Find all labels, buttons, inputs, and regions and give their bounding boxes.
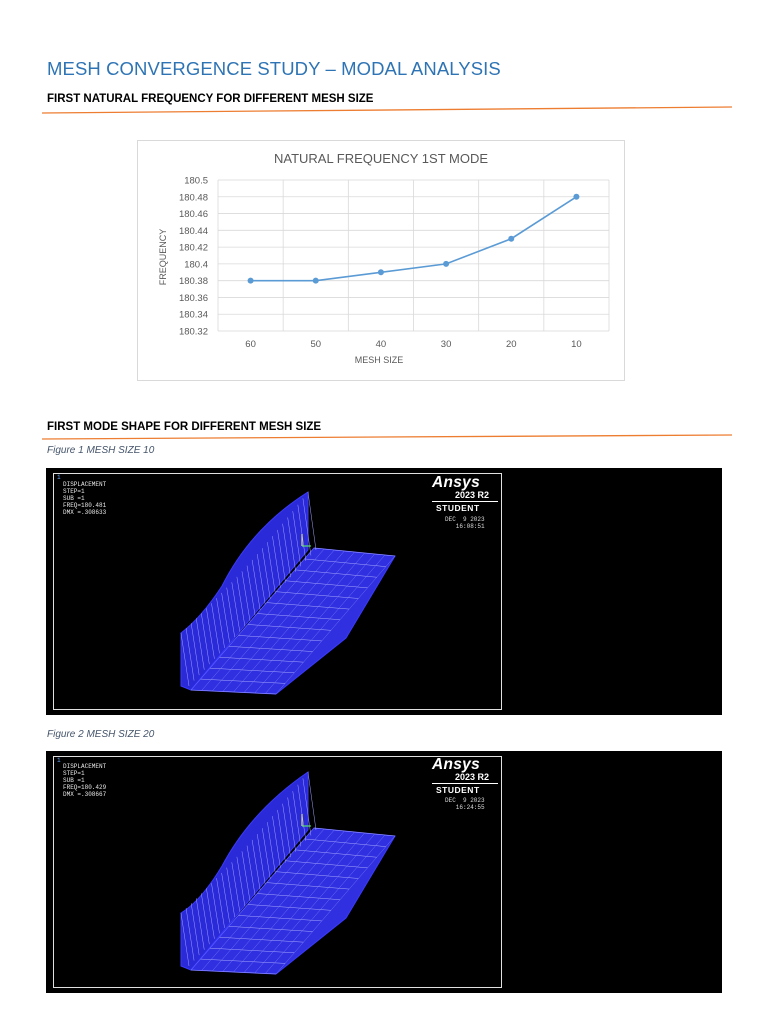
ansys-edition: STUDENT xyxy=(436,785,480,795)
data-point xyxy=(573,194,579,200)
section-heading-frequency: FIRST NATURAL FREQUENCY FOR DIFFERENT MESH SIZE xyxy=(47,93,374,105)
displacement-info: DISPLACEMENT STEP=1 SUB =1 FREQ=180.481 DMX =.308633 xyxy=(63,481,107,516)
window-number: 1 xyxy=(57,474,61,481)
data-point xyxy=(378,269,384,275)
y-tick-label: 180.46 xyxy=(178,209,208,221)
ansys-logo: Ansys xyxy=(432,474,481,491)
page-title: MESH CONVERGENCE STUDY – MODAL ANALYSIS xyxy=(47,58,501,79)
timestamp: DEC 9 2023 16:08:51 xyxy=(445,516,485,530)
data-point xyxy=(313,278,319,284)
y-tick-label: 180.42 xyxy=(178,242,208,254)
heading-underline xyxy=(40,432,734,442)
ansys-version: 2023 R2 xyxy=(455,490,490,500)
x-tick-label: 60 xyxy=(245,339,256,350)
chart-title: NATURAL FREQUENCY 1ST MODE xyxy=(273,151,489,166)
x-tick-label: 30 xyxy=(440,339,452,350)
displacement-info: DISPLACEMENT STEP=1 SUB =1 FREQ=180.429 DMX =.308667 xyxy=(63,763,107,798)
chart-grid xyxy=(218,180,609,331)
y-tick-label: 180.36 xyxy=(178,292,208,304)
x-tick-labels xyxy=(245,339,581,350)
data-point xyxy=(508,236,514,242)
mesh-line xyxy=(308,772,316,830)
frequency-chart xyxy=(137,140,625,381)
x-tick-label: 20 xyxy=(505,339,517,350)
heading-underline xyxy=(40,104,734,116)
mesh-model-render xyxy=(46,751,722,993)
y-tick-label: 180.44 xyxy=(178,225,208,237)
y-tick-label: 180.48 xyxy=(178,192,208,204)
mesh-line xyxy=(308,492,316,550)
y-tick-label: 180.32 xyxy=(178,326,208,338)
ansys-logo: Ansys xyxy=(432,756,481,773)
mesh-model-render xyxy=(46,468,722,715)
y-axis-label: FREQUENCY xyxy=(158,228,168,286)
y-tick-labels xyxy=(179,176,208,338)
data-point xyxy=(248,278,254,284)
x-tick-label: 50 xyxy=(310,339,322,350)
figure-1-caption: Figure 1 MESH SIZE 10 xyxy=(47,445,155,456)
y-tick-label: 180.34 xyxy=(178,309,208,321)
x-tick-label: 40 xyxy=(375,339,387,350)
frequency-chart-svg xyxy=(138,141,624,380)
ansys-render-mesh-10 xyxy=(46,468,722,715)
data-point xyxy=(443,261,449,267)
window-number: 1 xyxy=(57,757,61,764)
y-tick-label: 180.4 xyxy=(184,259,208,271)
ansys-render-mesh-20 xyxy=(46,751,722,993)
ansys-edition: STUDENT xyxy=(436,503,480,513)
timestamp: DEC 9 2023 16:24:55 xyxy=(445,797,485,811)
x-axis-label: MESH SIZE xyxy=(354,355,404,365)
y-tick-label: 180.38 xyxy=(178,276,208,288)
figure-2-caption: Figure 2 MESH SIZE 20 xyxy=(47,729,155,740)
section-heading-mode-shape: FIRST MODE SHAPE FOR DIFFERENT MESH SIZE xyxy=(47,421,322,433)
ansys-version: 2023 R2 xyxy=(455,772,490,782)
y-tick-label: 180.5 xyxy=(184,175,208,187)
x-tick-label: 10 xyxy=(571,339,582,350)
